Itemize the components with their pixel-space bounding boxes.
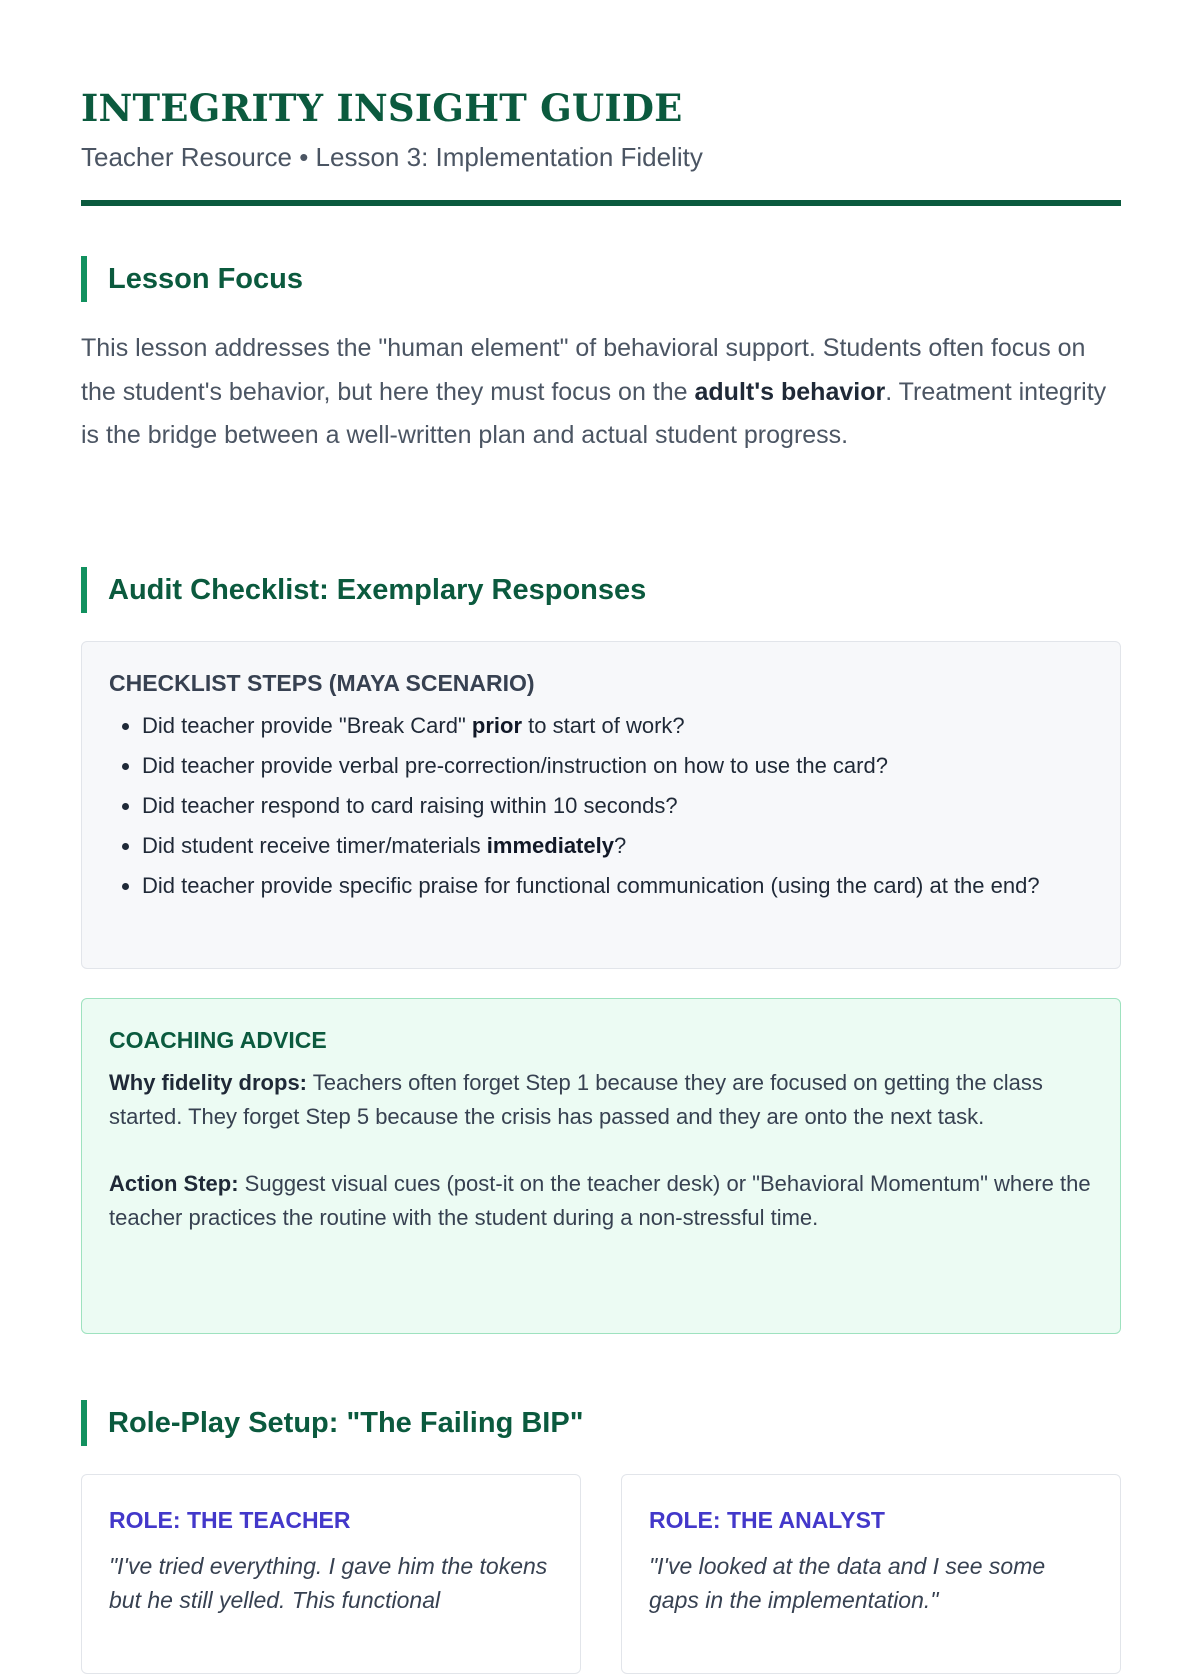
action-step-label: Action Step: [109,1171,239,1196]
checklist-title: CHECKLIST STEPS (MAYA SCENARIO) [109,670,535,696]
role-card-teacher [81,1474,581,1674]
checklist-step [142,709,1093,743]
lesson-focus-text-end: . Treatment integrity is the bridge between a well-written plan and actual student progress. [81,377,1107,449]
checklist-step [142,749,1093,783]
section-heading-audit-checklist: Audit Checklist: Exemplary Responses [81,567,1108,613]
role-quote: "I've looked at the data and I see some gaps in the implementation." [649,1553,1046,1613]
role-card-analyst [621,1474,1121,1674]
lesson-focus-paragraph [81,327,1126,458]
step-text: Did teacher provide verbal pre-correction/instruction on how to use the card? [142,753,888,778]
role-title: ROLE: THE ANALYST [649,1507,885,1533]
action-step-text: Suggest visual cues (post-it on the teacher desk) or "Behavioral Momentum" where the teacher practices the routine with the student during a non-stressful time. [109,1171,1091,1230]
document-title: INTEGRITY INSIGHT GUIDE [81,86,683,130]
header-divider [81,200,1121,206]
step-emphasis: prior [471,713,523,738]
role-title: ROLE: THE TEACHER [109,1507,351,1533]
why-fidelity-drops-label: Why fidelity drops: [109,1070,307,1095]
coaching-advice-title: COACHING ADVICE [109,1027,327,1053]
document-header [81,80,1121,176]
step-text-end: to start of work? [522,713,685,738]
paragraph-spacer [109,1134,1093,1167]
step-text-end: ? [613,833,627,858]
checklist-steps [109,709,1093,903]
step-text: Did teacher respond to card raising within 10 seconds? [142,793,678,818]
why-fidelity-drops-text: Teachers often forget Step 1 because they are focused on getting the class started. They forget Step 5 because the crisis has passed and they are onto the next task. [109,1070,1043,1129]
step-text: Did teacher provide specific praise for functional communication (using the card) at the end? [142,873,1040,898]
checklist-step [142,829,1093,863]
checklist-step [142,789,1093,823]
role-quote: "I've tried everything. I gave him the tokens but he still yelled. This functional [109,1553,548,1613]
lesson-focus-emphasis: adult's behavior [694,377,886,406]
step-text: Did student receive timer/materials [142,833,487,858]
section-heading-role-play: Role-Play Setup: "The Failing BIP" [81,1400,1108,1446]
section-heading-lesson-focus: Lesson Focus [81,256,1108,302]
checklist-step [142,869,1093,903]
document-subtitle: Teacher Resource • Lesson 3: Implementation Fidelity [81,142,703,172]
step-text: Did teacher provide "Break Card" [142,713,472,738]
lesson-focus-text-start: This lesson addresses the "human element" of behavioral support. Students often focus on the student's behavior, but here they must focus on the [81,334,1086,406]
checklist-box [81,641,1121,969]
step-emphasis: immediately [486,833,614,858]
action-step-paragraph [109,1167,1093,1235]
why-fidelity-drops-paragraph [109,1066,1093,1134]
coaching-advice-box [81,998,1121,1334]
